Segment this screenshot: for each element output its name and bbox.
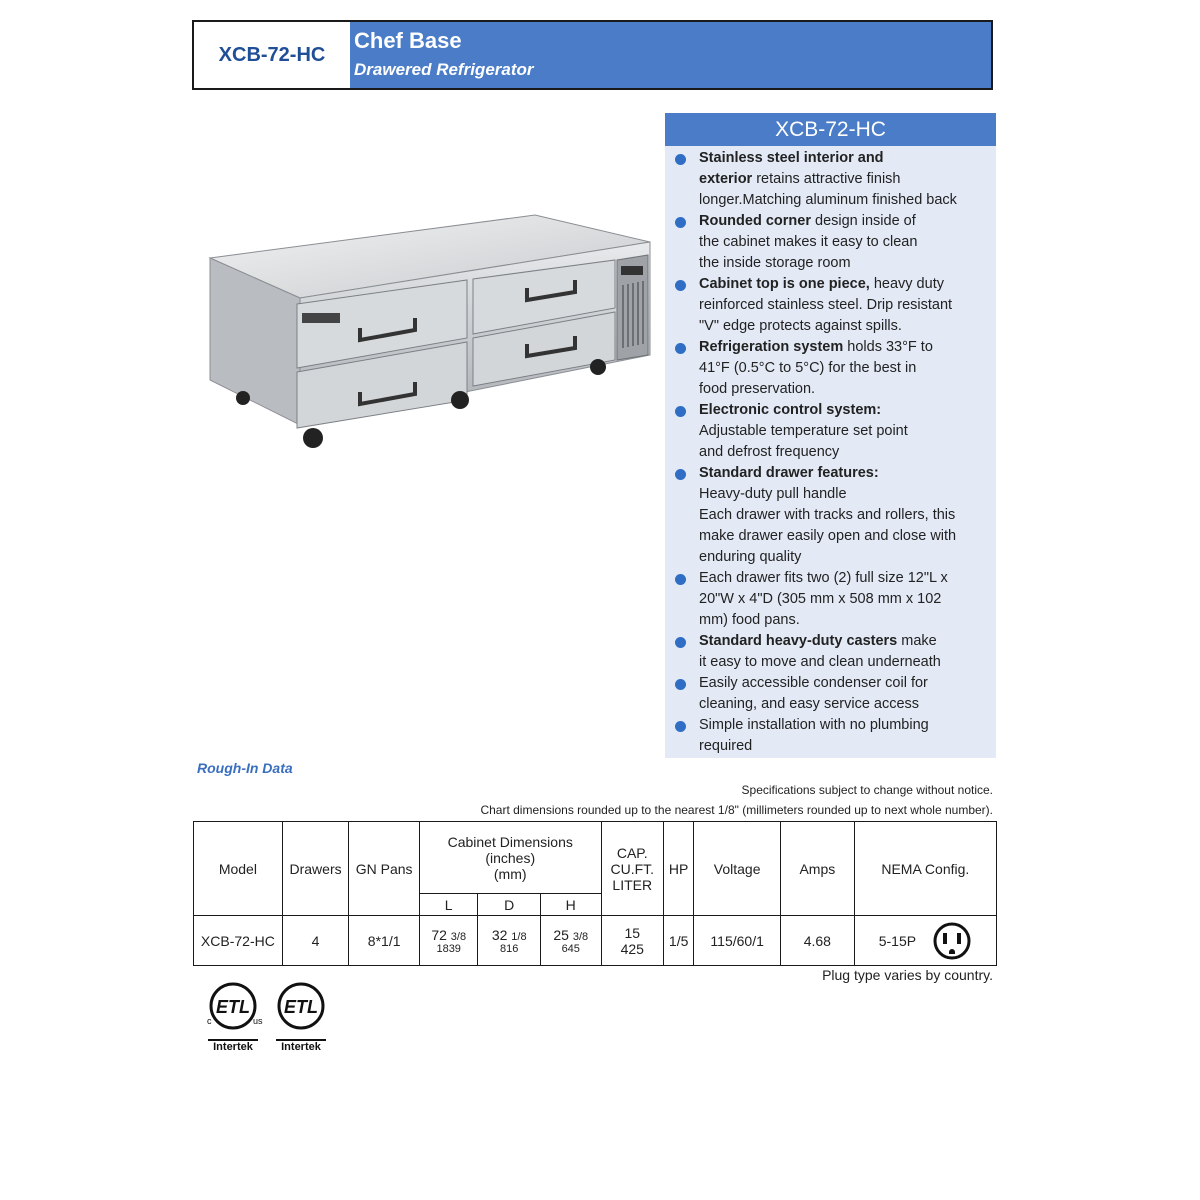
etl-logo-2	[271, 980, 331, 1052]
etl-mark-icon	[203, 980, 263, 1032]
feature-item	[671, 673, 992, 715]
bullet-icon	[675, 637, 686, 648]
feature-line: enduring quality	[699, 549, 802, 565]
feature-text: heavy duty	[869, 276, 944, 292]
etl-mark-icon	[271, 980, 331, 1032]
feature-heading: Standard drawer features:	[699, 465, 879, 481]
header-title: Chef Base	[354, 28, 462, 53]
depth-mm: 816	[500, 942, 519, 955]
feature-item	[671, 715, 992, 757]
intertek-label-1: Intertek	[208, 1039, 258, 1053]
feature-line: Heavy-duty pull handle	[699, 486, 847, 502]
feature-heading: Standard heavy-duty casters	[699, 633, 898, 649]
header-d: D	[478, 894, 541, 916]
height-inches: 25	[553, 926, 569, 943]
cabinet-dims-label: Cabinet Dimensions	[447, 833, 573, 850]
feature-list	[665, 146, 996, 757]
header-cabinet-dimensions	[419, 822, 601, 894]
feature-line	[699, 169, 992, 190]
feature-line	[699, 400, 992, 421]
feature-line	[699, 715, 992, 736]
feature-text: make	[897, 633, 937, 649]
header-amps: Amps	[781, 822, 855, 916]
feature-line: 20"W x 4"D (305 mm x 508 mm x 102	[699, 591, 942, 607]
length-inches: 72	[431, 926, 447, 943]
etl-text-1: ETL	[216, 997, 250, 1017]
feature-line: make drawer easily open and close with	[699, 528, 957, 544]
cell-nema	[854, 916, 996, 966]
feature-item	[671, 148, 992, 211]
cell-height	[540, 916, 601, 966]
rough-in-table	[193, 821, 997, 966]
intertek-label-2: Intertek	[276, 1039, 326, 1053]
feature-line: food preservation.	[699, 381, 816, 397]
header-l: L	[419, 894, 478, 916]
cell-hp: 1/5	[664, 916, 694, 966]
feature-heading: Cabinet top is one piece,	[699, 276, 870, 292]
feature-heading: Refrigeration system	[699, 339, 844, 355]
height-fraction: 3/8	[572, 930, 589, 943]
feature-text: design inside of	[810, 213, 916, 229]
header-banner	[192, 20, 993, 90]
feature-line	[699, 148, 992, 169]
header-hp: HP	[664, 822, 694, 916]
header-model: XCB-72-HC	[194, 22, 350, 88]
feature-item	[671, 400, 992, 463]
cell-gn-pans: 8*1/1	[349, 916, 420, 966]
nema-value: 5-15P	[878, 932, 917, 949]
depth-fraction: 1/8	[511, 930, 527, 943]
length-fraction: 3/8	[450, 930, 467, 943]
feature-item	[671, 274, 992, 337]
feature-line	[699, 463, 992, 484]
feature-item	[671, 631, 992, 673]
header-voltage: Voltage	[694, 822, 781, 916]
bullet-icon	[675, 154, 686, 165]
feature-line: the cabinet makes it easy to clean	[699, 234, 918, 250]
header-drawers: Drawers	[282, 822, 349, 916]
feature-text: Simple installation with no plumbing	[699, 717, 929, 733]
bullet-icon	[675, 679, 686, 690]
feature-line	[699, 673, 992, 694]
feature-line: Each drawer with tracks and rollers, this	[699, 507, 956, 523]
cell-voltage: 115/60/1	[694, 916, 781, 966]
specs-note: Specifications subject to change without notice.	[741, 783, 993, 797]
cell-amps: 4.68	[781, 916, 855, 966]
cell-drawers: 4	[282, 916, 349, 966]
cabinet-dims-mm: (mm)	[493, 865, 527, 882]
outlet-icon	[932, 921, 972, 961]
feature-line	[699, 211, 992, 232]
length-mm: 1839	[436, 942, 461, 955]
bullet-icon	[675, 574, 686, 585]
bullet-icon	[675, 343, 686, 354]
feature-item	[671, 568, 992, 631]
feature-line: reinforced stainless steel. Drip resistant	[699, 297, 953, 313]
cell-capacity	[601, 916, 664, 966]
etl-right-text: us	[253, 1016, 263, 1026]
feature-text: holds 33°F to	[843, 339, 933, 355]
bullet-icon	[675, 469, 686, 480]
feature-line	[699, 337, 992, 358]
product-image	[205, 210, 655, 460]
feature-text: Each drawer fits two (2) full size 12"L x	[699, 570, 948, 586]
chart-note: Chart dimensions rounded up to the nearest 1/8" (millimeters rounded up to next whole number).	[480, 803, 993, 817]
feature-line: mm) food pans.	[699, 612, 800, 628]
etl-left-text: c	[207, 1016, 212, 1026]
feature-heading: Rounded corner	[699, 213, 811, 229]
feature-line: required	[699, 738, 753, 754]
feature-line: longer.Matching aluminum finished back	[699, 192, 957, 208]
bullet-icon	[675, 721, 686, 732]
bullet-icon	[675, 406, 686, 417]
cell-model: XCB-72-HC	[194, 916, 283, 966]
feature-line: cleaning, and easy service access	[699, 696, 920, 712]
plug-note: Plug type varies by country.	[822, 967, 993, 983]
depth-inches: 32	[491, 926, 508, 943]
feature-heading-cont: exterior	[699, 171, 753, 187]
header-title-box	[350, 22, 991, 88]
bullet-icon	[675, 217, 686, 228]
feature-item	[671, 211, 992, 274]
cabinet-dims-inches: (inches)	[485, 849, 536, 866]
feature-heading: Electronic control system:	[699, 402, 882, 418]
cell-depth	[478, 916, 541, 966]
feature-text: retains attractive finish	[752, 171, 901, 187]
feature-line: the inside storage room	[699, 255, 851, 271]
header-subtitle: Drawered Refrigerator	[354, 60, 534, 79]
capacity-cuft: 15	[624, 924, 641, 941]
etl-logo-1	[203, 980, 263, 1052]
feature-item	[671, 463, 992, 568]
feature-line	[699, 568, 992, 589]
feature-line: "V" edge protects against spills.	[699, 318, 902, 334]
header-model-col: Model	[194, 822, 283, 916]
header-capacity	[601, 822, 664, 916]
bullet-icon	[675, 280, 686, 291]
feature-line: and defrost frequency	[699, 444, 840, 460]
panel-title: XCB-72-HC	[665, 113, 996, 146]
feature-text: Easily accessible condenser coil for	[699, 675, 928, 691]
cell-length	[419, 916, 478, 966]
header-nema: NEMA Config.	[854, 822, 996, 916]
rough-in-title: Rough-In Data	[197, 760, 293, 776]
header-gn-pans: GN Pans	[349, 822, 420, 916]
header-h: H	[540, 894, 601, 916]
feature-heading: Stainless steel interior and	[699, 150, 884, 166]
feature-line: 41°F (0.5°C to 5°C) for the best in	[699, 360, 917, 376]
feature-item	[671, 337, 992, 400]
height-mm: 645	[561, 942, 580, 955]
feature-panel	[665, 113, 996, 758]
etl-text-2: ETL	[284, 997, 318, 1017]
feature-line: it easy to move and clean underneath	[699, 654, 941, 670]
table-row	[194, 916, 997, 966]
capacity-liter: 425	[620, 940, 644, 957]
feature-line	[699, 631, 992, 652]
feature-line: Adjustable temperature set point	[699, 423, 908, 439]
cap-label-3: LITER	[612, 876, 653, 893]
feature-line	[699, 274, 992, 295]
cap-label-2: CU.FT.	[610, 860, 655, 877]
cap-label-1: CAP.	[616, 844, 648, 861]
